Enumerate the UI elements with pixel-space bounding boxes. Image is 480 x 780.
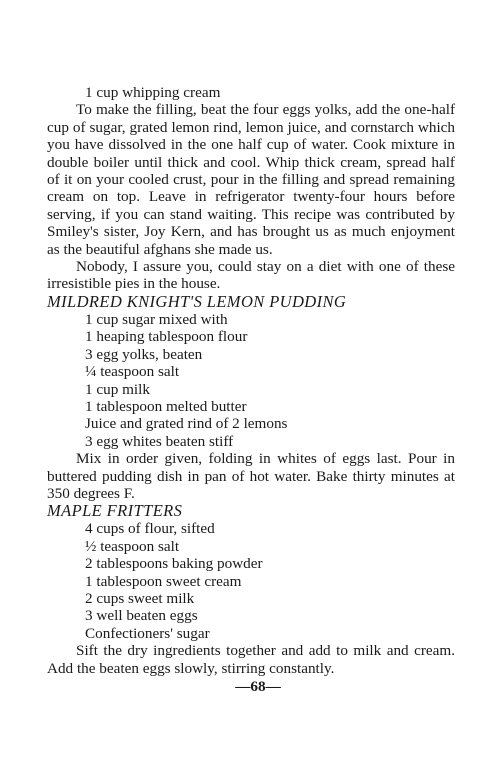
- maple-fritters-directions: [47, 642, 455, 677]
- ingredient-line: 1 tablespoon sweet cream: [85, 572, 242, 590]
- ingredient-line: 4 cups of flour, sifted: [85, 520, 215, 538]
- ingredient-line: 3 egg whites beaten stiff: [85, 432, 234, 450]
- maple-fritters-ingredients: [47, 520, 455, 642]
- lemon-pudding-directions-text: Mix in order given, folding in whites of eggs last. Pour in buttered pudding dish in pan of hot water. Bake thirty minutes at 350 degrees F.: [47, 450, 455, 502]
- ingredient-line: 3 well beaten eggs: [85, 607, 198, 625]
- ingredient-line: Confectioners' sugar: [85, 624, 210, 642]
- lemon-pudding-ingredients: [47, 311, 455, 450]
- ingredient-line: 2 cups sweet milk: [85, 589, 195, 607]
- recipe-page: [47, 84, 455, 696]
- pie-directions-paragraph: To make the filling, beat the four eggs yolks, add the one-half cup of sugar, grated lemon rind, lemon juice, and cornstarch which you have dissolved in the one half cup of water. Cook mixture in double boiler until thick and cool. Whip thick cream, spread half of it on your cooled crust, pour in the filling and spread remaining cream on top. Leave in refrigerator twenty-four hours before serving, if you can stand waiting. This recipe was contributed by Smiley's sister, Joy Kern, and has brought us as much enjoyment as the beautiful afghans she made us.: [47, 101, 455, 258]
- whipping-cream-ingredient: 1 cup whipping cream: [85, 84, 221, 101]
- pie-closing-paragraph: Nobody, I assure you, could stay on a diet with one of these irresistible pies in the house.: [47, 258, 455, 293]
- ingredient-line: 1 tablespoon melted butter: [85, 397, 247, 415]
- ingredient-line: 2 tablespoons baking powder: [85, 555, 263, 573]
- ingredient-line: Juice and grated rind of 2 lemons: [85, 415, 288, 433]
- ingredient-line: ¼ teaspoon salt: [85, 363, 180, 381]
- page-number: —68—: [235, 678, 281, 695]
- maple-fritters-directions-text: Sift the dry ingredients together and add to milk and cream. Add the beaten eggs slowly, stirring constantly.: [47, 642, 455, 677]
- lemon-pudding-directions: [47, 450, 455, 502]
- ingredient-line: 1 cup milk: [85, 380, 150, 398]
- pie-directions: [47, 101, 455, 292]
- ingredient-line: 3 egg yolks, beaten: [85, 345, 203, 363]
- ingredient-line: ½ teaspoon salt: [85, 537, 180, 555]
- lemon-pudding-title: MILDRED KNIGHT'S LEMON PUDDING: [47, 291, 347, 311]
- maple-fritters-title: MAPLE FRITTERS: [47, 501, 183, 521]
- ingredient-line: 1 heaping tablespoon flour: [85, 328, 248, 346]
- ingredient-line: 1 cup sugar mixed with: [85, 310, 228, 328]
